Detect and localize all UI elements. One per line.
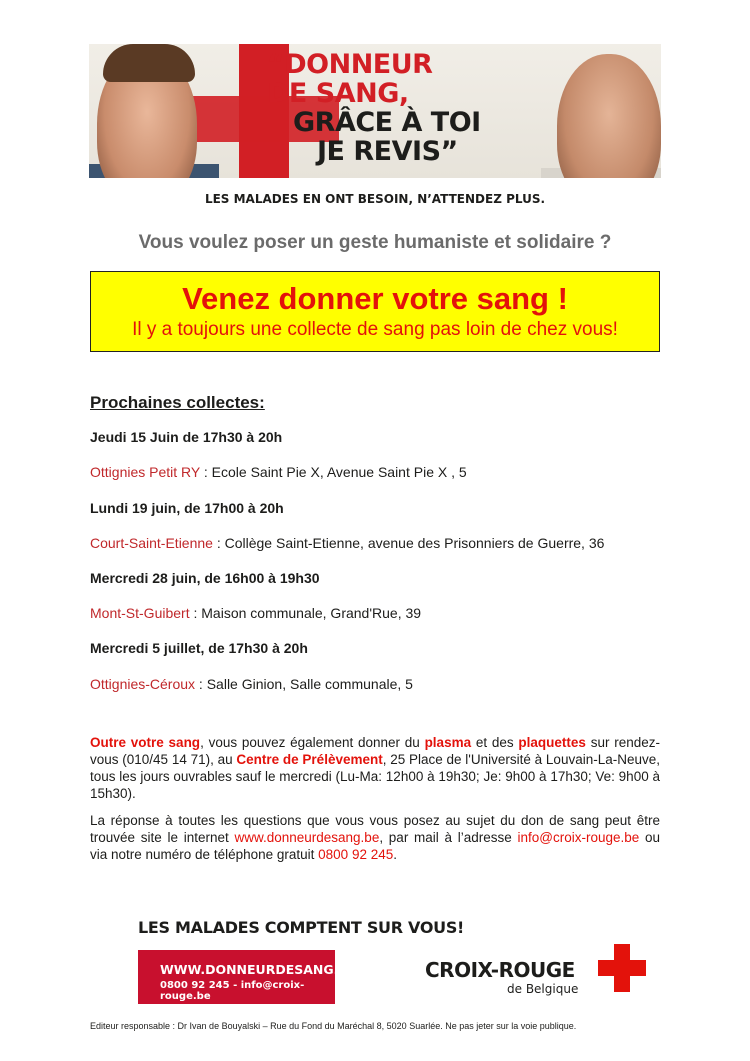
slogan-line-4: JE REVIS” <box>317 136 458 167</box>
collecte-place: Ottignies-Céroux <box>90 676 196 692</box>
collecte-address: : Collège Saint-Etienne, avenue des Prisonniers de Guerre, 36 <box>212 535 605 551</box>
contact-info-paragraph <box>90 812 660 863</box>
para2-text: ou via notre numéro de téléphone gratuit <box>90 830 660 862</box>
croix-rouge-logo-sub: de Belgique <box>507 982 579 996</box>
plasma-info-paragraph <box>90 734 660 802</box>
croix-rouge-logo-name: CROIX-ROUGE <box>425 958 575 982</box>
campaign-banner <box>89 44 661 178</box>
collecte-location <box>90 676 413 692</box>
slogan-line-1: “DONNEUR <box>267 49 433 80</box>
para1-lead: Outre votre sang <box>90 735 201 750</box>
badge-web-url: WWW.DONNEURDESANG.BE <box>160 962 357 977</box>
tagline: LES MALADES EN ONT BESOIN, N’ATTENDEZ PLUS. <box>204 192 546 206</box>
collecte-date: Mercredi 5 juillet, de 17h30 à 20h <box>90 640 308 656</box>
collecte-location <box>90 535 604 551</box>
bottom-slogan: LES MALADES COMPTENT SUR VOUS! <box>138 918 465 937</box>
red-cross-horizontal <box>598 960 646 976</box>
collecte-location <box>90 605 421 621</box>
collectes-section <box>90 393 670 692</box>
para1-plaquettes: plaquettes <box>518 735 586 750</box>
para1-text: sur rendez-vous (010/45 14 71), au <box>90 735 660 767</box>
para2-text: La réponse à toutes les questions que vous vous posez au sujet du don de sang peut être trouvée site le internet <box>90 813 660 845</box>
banner-slogan <box>267 50 537 166</box>
donor-right-photo <box>557 54 661 178</box>
email-link[interactable]: info@croix-rouge.be <box>517 830 640 845</box>
website-link[interactable]: www.donneurdesang.be <box>234 830 380 845</box>
collecte-date: Jeudi 15 Juin de 17h30 à 20h <box>90 429 283 445</box>
para1-text: , vous pouvez également donner du <box>200 735 425 750</box>
call-to-action-box <box>90 271 660 352</box>
collecte-address: : Salle Ginion, Salle communale, 5 <box>195 676 413 692</box>
para1-text: , 25 Place de l'Université à Louvain-La-Neuve, tous les jours ouvrables sauf le mercredi (Lu-Ma: 12h00 à 19h30; Je: 9h00 à 17h30; Ve: 9h00 à 15h30). <box>90 752 660 801</box>
question-heading: Vous voulez poser un geste humaniste et solidaire ? <box>138 232 612 253</box>
collecte-date: Lundi 19 juin, de 17h00 à 20h <box>90 500 284 516</box>
para2-text: . <box>393 847 397 862</box>
donor-left-hair <box>103 44 195 82</box>
collectes-heading: Prochaines collectes: <box>90 393 265 412</box>
collecte-place: Ottignies Petit RY <box>90 464 200 480</box>
website-badge <box>138 950 357 1004</box>
para1-text: et des <box>471 735 519 750</box>
cta-subtitle: Il y a toujours une collecte de sang pas loin de chez vous! <box>132 319 618 340</box>
para2-text: , par mail à l’adresse <box>379 830 518 845</box>
slogan-line-2: DE SANG, <box>267 78 409 109</box>
collecte-address: : Maison communale, Grand'Rue, 39 <box>189 605 422 621</box>
footer-publisher: Editeur responsable : Dr Ivan de Bouyalski – Rue du Fond du Maréchal 8, 5020 Suarlée. Ne pas jeter sur la voie publique. <box>90 1021 577 1031</box>
para1-centre: Centre de Prélèvement <box>236 752 383 767</box>
collecte-location <box>90 464 467 480</box>
collecte-place: Mont-St-Guibert <box>90 605 190 621</box>
collecte-date: Mercredi 28 juin, de 16h00 à 19h30 <box>90 570 320 586</box>
cta-title: Venez donner votre sang ! <box>182 281 568 316</box>
badge-contact: 0800 92 245 - info@croix-rouge.be <box>160 980 305 1002</box>
para1-plasma: plasma <box>424 735 472 750</box>
slogan-line-3: GRÂCE À TOI <box>293 107 481 138</box>
phone-number[interactable]: 0800 92 245 <box>318 847 394 862</box>
collecte-address: : Ecole Saint Pie X, Avenue Saint Pie X , 5 <box>199 464 467 480</box>
collecte-place: Court-Saint-Etienne <box>90 535 213 551</box>
red-cross-icon <box>598 944 646 992</box>
